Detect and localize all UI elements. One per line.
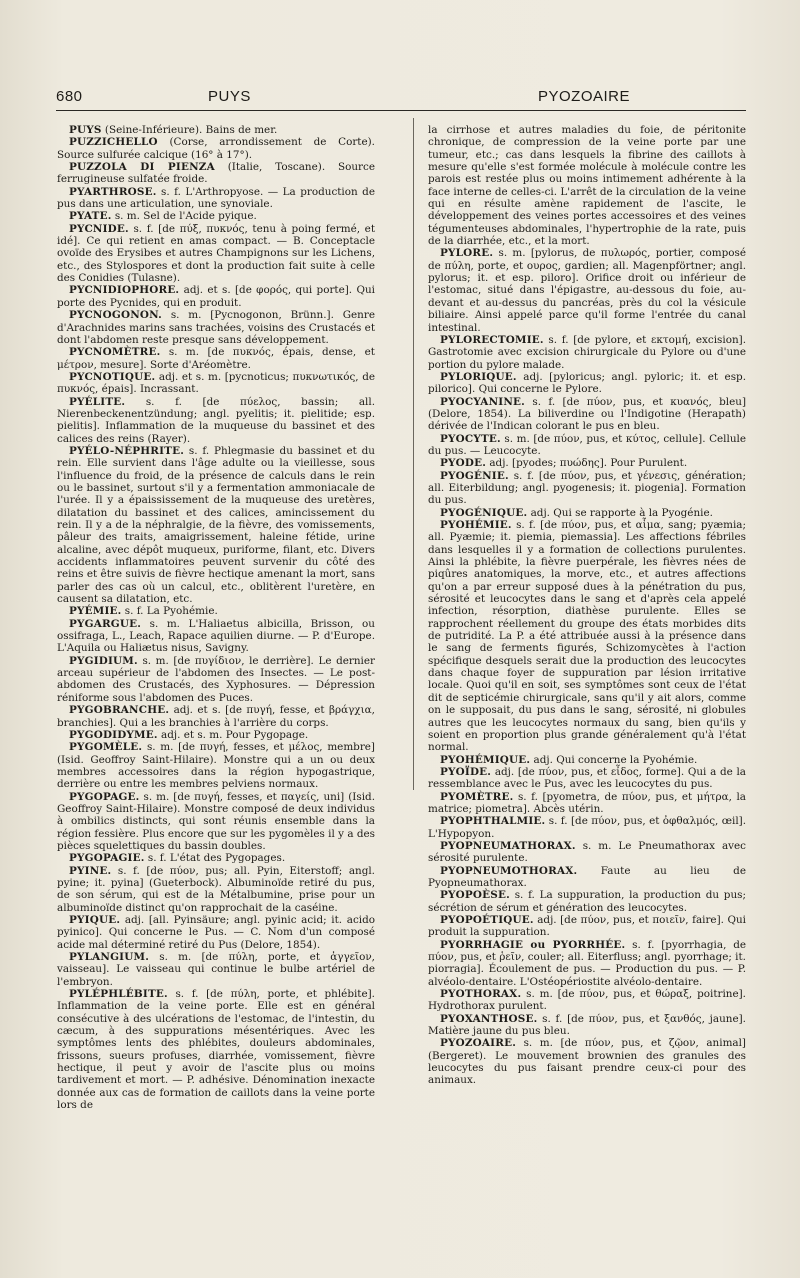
dictionary-entry [428,889,746,914]
dictionary-entry [428,766,746,791]
entry-definition: adj. et s. m. Pour Pygopage. [161,728,309,741]
dictionary-entry [57,605,375,617]
entry-definition: s. m. [Pycnogonon, Brünn.]. Genre d'Arachnides marins sans trachées, voisins des Crustacés et dont l'abdomen reste presque sans développement. [57,309,375,346]
dictionary-entry [57,346,375,371]
entry-headword: PYOCYANINE. [440,395,525,408]
entry-headword: PYÉMIE. [69,605,122,618]
entry-headword: PYGODIDYME. [69,728,158,741]
entry-headword: PYGIDIUM. [69,654,138,667]
dictionary-entry [57,136,375,161]
entry-headword: PYODE. [440,457,487,470]
dictionary-entry [428,371,746,396]
page-header [0,88,800,118]
entry-definition: s. f. [de πύον, pus, et ὀφθαλμός, œil]. L'Hypopyon. [428,815,746,840]
column-divider [413,118,414,790]
dictionary-entry [57,396,375,445]
entry-definition: s. m. [de πύον, pus, et ζῷον, animal] (Bergeret). Le mouvement brownien des granules des leucocytes du pus faisant prendre ceux-ci pour des animaux. [428,1037,746,1087]
entry-definition: s. f. [de πύλη, porte, et phlébite]. Inflammation de la veine porte. Elle est en général consécutive à des ulcérations de l'estomac, de l'intestin, du cæcum, à des suppurations mésentériques. Avec les symptômes lents des phlébites, douleurs abdominales, frissons, sueurs profuses, diarrhée, vomissement, fièvre hectique, il peut y avoir de l'ascite plus ou moins tardivement et mort. — P. adhésive. Dénomination inexacte donnée aux cas de formation de caillots dans la veine porte lors de [57,988,375,1112]
entry-definition: s. f. L'Arthropyose. — La production de pus dans une articulation, une synoviale. [57,185,375,211]
entry-headword: PYOHÉMIE. [440,519,512,531]
entry-definition: s. f. [de πύον, pus, et ξανθός, jaune]. Matière jaune du pus bleu. [428,1012,746,1038]
entry-definition: s. f. [pyometra, de πύον, pus, et μήτρα, la matrice; piometra]. Abcès utérin. [428,790,746,815]
dictionary-entry [57,618,375,655]
entry-definition: (Italie, Toscane). Source ferrugineuse sulfatée froide. [57,161,375,186]
dictionary-entry [57,852,375,864]
entry-headword: PYLORE. [440,247,494,260]
entry-definition: s. m. [de πυγή, fesses, et παγείς, uni] (Isid. Geoffroy Saint-Hilaire). Monstre composé de deux individus à ombilics distincts, qui sont réunis ensemble dans la région fessière. Plus encore que sur les pygomèles il y a des pièces squelettiques du bassin doubles. [57,790,375,852]
entry-headword: PYLORECTOMIE. [440,333,544,346]
entry-definition: s. f. La Pyohémie. [124,605,218,618]
entry-definition: s. f. [de πύξ, πυκνός, tenu à poing fermé, et idé]. Ce qui retient en amas compact. — B. Conceptacle ovoïde des Erysibes et autres Champignons sur les Lichens, etc., des Stylospores et dont la production fait suite à celle des Conidies (Tulasne). [57,222,375,285]
dictionary-entry [57,704,375,729]
dictionary-entry [428,470,746,507]
entry-headword: PYATE. [69,210,112,223]
left-column [57,124,375,1112]
entry-headword: PYOÏDE. [440,765,492,778]
dictionary-entry [57,161,375,186]
dictionary-entry [57,865,375,914]
entry-headword: PYOPOÉTIQUE. [440,914,534,926]
entry-headword: PYLORIQUE. [440,370,517,383]
entry-headword: PYOPNEUMATHORAX. [440,839,576,852]
entry-headword: PYOXANTHOSE. [440,1012,538,1025]
entry-headword: PYOPOÈSE. [440,889,510,902]
entry-definition: adj. et s. [de πυγή, fesse, et βράγχια, branchies]. Qui a les branchies à l'arrière du corps. [57,704,375,729]
entry-headword: PYLÉPHLÉBITE. [69,988,168,1001]
dictionary-entry [57,124,375,136]
right-column [428,124,746,1087]
entry-definition: s. m. [de πύον, pus, et θώραξ, poitrine]. Hydrothorax purulent. [428,988,746,1013]
entry-headword: PYÉLITE. [69,395,126,408]
entry-definition: s. f. [pyorrhagia, de πύον, pus, et ῥεῖν, couler; all. Eiterfluss; angl. pyorrhage; it. piorragia]. Écoulement de pus. — Production du pus. — P. alvéolo-dentaire. L'Ostéopériostite alvéolo-dentaire. [428,938,747,988]
header-rule [56,110,746,111]
entry-headword: PYÉLO-NÉPHRITE. [69,444,185,457]
entry-definition: s. m. L'Haliaetus albicilla, Brisson, ou ossifraga, L., Leach, Rapace aquilien diurne. — P. d'Europe. L'Aquila ou Haliætus nisus, Savigny. [57,617,375,655]
dictionary-entry [428,791,746,816]
entry-headword: PYGOBRANCHE. [69,704,170,717]
entry-headword: PYOTHORAX. [440,988,522,1001]
entry-headword: PYCNOMÈTRE. [69,346,161,359]
dictionary-entry [428,507,746,519]
entry-definition: adj. [de πύον, pus, et εἶδος, forme]. Qui a de la ressemblance avec le Pus, avec les leucocytes du pus. [428,765,746,791]
entry-definition: s. m. Sel de l'Acide pyique. [114,210,257,223]
entry-headword: PYCNOGONON. [69,309,162,322]
dictionary-entry [57,445,375,605]
dictionary-entry [57,988,375,1111]
dictionary-entry [57,655,375,704]
entry-headword: PYOGÉNIQUE. [440,506,528,519]
entry-headword: PYCNOTIQUE. [69,370,156,383]
entry-headword: PUZZICHELLO [69,136,158,149]
entry-headword: PYORRHAGIE ou PYORRHÉE. [440,938,626,951]
entry-definition: s. f. [de πύον, pus, et αἷμα, sang; pyæmia; all. Pyæmie; it. piemia, piemassia]. Les affections fébriles dans lesquelles il y a formation de collections purulentes. Ainsi la phlébite, la fièvre puerpérale, les fièvres nées de piqûres anatomiques, la morve, etc., et autres affections qu'on a par erreur supposé dues à la pénétration du pus, sérosité et leucocytes dans le sang et d'après cela appelé infection, résorption, diathèse purulente. Elles se rapprochent réellement du groupe des états morbides dits de putridité. La P. a été attribuée aussi à la présence dans le sang de ferments figurés, Schizomycètes à l'action spécifique desquels serait due la production des leucocytes dans chaque foyer de suppuration par lésion irritative locale. Quoi qu'il en soit, ses symptômes sont ceux de l'état dit de septicémie chirurgicale, sans qu'il y ait alors, comme on le supposait, du pus dans le sang, sérosité, ni globules autres que les leucocytes normaux du sang, bien qu'ils y soient en proportion plus grande généralement qu'à l'état normal. [428,519,746,754]
running-head-left: PUYS [208,88,251,105]
entry-headword: PYGOPAGIE. [69,852,145,865]
dictionary-entry [428,1037,746,1086]
entry-definition: s. m. [de πύον, pus, et κύτος, cellule]. Cellule du pus. — Leucocyte. [428,432,746,457]
dictionary-entry [428,396,746,433]
entry-definition: s. m. [de πυγή, fesses, et μέλος, membre] (Isid. Geoffroy Saint-Hilaire). Monstre qui a un ou deux membres accessoires dans la région hypogastrique, derrière ou entre les membres pelviens normaux. [57,741,375,791]
entry-definition: adj. [de πύον, pus, et ποιεῖν, faire]. Qui produit la suppuration. [428,914,746,939]
entry-headword: PYCNIDE. [69,222,129,235]
entry-definition: s. m. [de πύλη, porte, et ἀγγεῖον, vaisseau]. Le vaisseau qui continue le bulbe artériel de l'embryon. [57,951,375,988]
dictionary-entry [428,914,746,939]
entry-headword: PYOCYTE. [440,432,501,445]
dictionary-entry [428,939,746,988]
entry-definition: adj. [pyloricus; angl. pyloric; it. et esp. pilorico]. Qui concerne le Pylore. [428,370,746,396]
dictionary-entry [57,371,375,396]
dictionary-entry [57,186,375,211]
dictionary-entry [428,865,746,890]
entry-headword: PYINE. [69,864,112,877]
dictionary-entry [428,1013,746,1038]
dictionary-entry [57,729,375,741]
dictionary-entry [57,223,375,285]
entry-definition: s. f. L'état des Pygopages. [147,852,286,865]
dictionary-entry [428,124,746,247]
entry-headword: PYIQUE. [69,914,121,926]
entry-definition: adj. [pyodes; πυώδης]. Pour Purulent. [489,457,688,470]
entry-headword: PYOMÈTRE. [440,790,514,803]
dictionary-entry [428,433,746,458]
entry-headword: PUYS [69,124,102,136]
entry-definition: s. f. [de πύελος, bassin; all. Nierenbeckenentzündung; angl. pyelitis; it. pielitide; esp. pielitis]. Inflammation de la muqueuse du bassinet et des calices des reins (Rayer). [57,395,375,445]
entry-headword: PYOGÉNIE. [440,469,509,482]
entry-definition: adj. Qui concerne la Pyohémie. [533,753,698,766]
entry-headword: PYGOMÈLE. [69,741,143,754]
dictionary-entry [428,840,746,865]
entry-definition: s. f. [de πύον, pus, et κυανός, bleu] (Delore, 1854). La biliverdine ou l'Indigotine (Herapath) dérivée de l'Indican colorant le pus en bleu. [428,395,746,433]
dictionary-entry [57,284,375,309]
entry-headword: PUZZOLA DI PIENZA [69,161,215,174]
entry-definition: (Corse, arrondissement de Corte). Source sulfurée calcique (16° à 17°). [57,136,375,161]
dictionary-entry [57,210,375,222]
entry-definition: s. m. [de πυγίδιον, le derrière]. Le dernier arceau supérieur de l'abdomen des Insectes. — Le post-abdomen des Crustacés, des Xyphosures. — Dépression réniforme sous l'abdomen des Puces. [57,654,375,704]
entry-definition: adj. Qui se rapporte à la Pyogénie. [530,506,713,519]
dictionary-entry [428,815,746,840]
dictionary-entry [428,519,746,754]
entry-definition: Faute au lieu de Pyopneumathorax. [428,864,746,889]
dictionary-entry [428,247,746,333]
entry-definition: la cirrhose et autres maladies du foie, de péritonite chronique, de compression de la veine porte par une tumeur, etc.; cas dans lesquels la fibrine des caillots à mesure qu'elle s'est formée molécule à molécule contre les parois est restée plus ou moins intimement adhérente à la face interne de celles-ci. L'arrêt de la circulation de la veine qui en résulte amène rapidement de l'ascite, le développement des veines portes accessoires et des veines tégumenteuses abdominales, l'hypertrophie de la rate, puis de la diarrhée, etc., et la mort. [428,124,746,248]
entry-definition: s. m. [de πυκνός, épais, dense, et μέτρον, mesure]. Sorte d'Aréomètre. [57,346,375,371]
running-head-right: PYOZOAIRE [538,88,631,105]
entry-headword: PYOPHTHALMIE. [440,815,546,828]
dictionary-entry [57,951,375,988]
entry-headword: PYLANGIUM. [69,951,150,964]
entry-headword: PYARTHROSE. [69,185,157,198]
dictionary-entry [57,791,375,853]
entry-definition: (Seine-Inférieure). Bains de mer. [104,124,278,136]
entry-definition: adj. [all. Pyinsäure; angl. pyinic acid; it. acido pyinico]. Qui concerne le Pus. — C. Nom d'un composé acide mal déterminé retiré du Pus (Delore, 1854). [57,914,375,951]
entry-headword: PYGOPAGE. [69,790,140,803]
entry-definition: s. f. [de pylore, et εκτομή, excision]. Gastrotomie avec excision chirurgicale du Pylore ou d'une portion du pylore malade. [428,333,746,371]
entry-definition: s. f. [de πύον, pus, et γένεσις, génération; all. Eiterbildung; angl. pyogenesis; it. piogenia]. Formation du pus. [428,469,746,507]
entry-headword: PYOZOAIRE. [440,1037,517,1050]
entry-headword: PYCNIDIOPHORE. [69,284,180,297]
entry-definition: s. m. [pylorus, de πυλωρός, portier, composé de πύλη, porte, et ουρος, gardien; all. Magenpförtner; angl. pylorus; it. et esp. piloro]. Orifice droit ou inférieur de l'estomac, situé dans l'épigastre, au-dessous du foie, au-devant et au-dessus du pancréas, près du col la vésicule biliaire. Ainsi appelé parce qu'il forme l'entrée du canal intestinal. [428,247,746,334]
entry-definition: s. f. [de πύον, pus; all. Pyin, Eiterstoff; angl. pyine; it. pyina] (Gueterbock). Albuminoïde retiré du pus, de son sérum, qui est de la Métalbumine, prise pour un albuminoïde distinct qu'on rapprochait de la caséine. [57,864,375,914]
page-number: 680 [56,88,83,105]
entry-headword: PYGARGUE. [69,617,142,630]
dictionary-entry [428,988,746,1013]
entry-definition: adj. et s. [de φορός, qui porte]. Qui porte des Pycnides, qui en produit. [57,284,375,309]
dictionary-entry [428,754,746,766]
dictionary-entry [57,914,375,951]
entry-definition: s. f. Phlegmasie du bassinet et du rein. Elle survient dans l'âge adulte ou la vieillesse, sous l'influence du froid, de la présence de calculs dans le rein ou le bassinet, surtout s'il y a fermentation ammoniacale de l'urée. Il y a épaississement de la muqueuse des uretères, dilatation du bassinet et des calices, amincissement du rein. Il y a de la néphralgie, de la fièvre, des vomissements, pâleur des traits, amaigrissement, haleine fétide, urine alcaline, avec dépôt muqueux, puriforme, filant, etc. Divers accidents inflammatoires peuvent survenir du côté des reins et être suivis de fièvre hectique amenant la mort, sans parler des cas où un calcul, etc., oblitèrent l'uretère, en causent sa dilatation, etc. [57,444,375,606]
entry-definition: s. m. Le Pneumathorax avec sérosité purulente. [428,839,746,865]
dictionary-entry [428,457,746,469]
entry-definition: adj. et s. m. [pycnoticus; πυκνωτικός, de πυκνός, épais]. Incrassant. [57,370,375,396]
entry-headword: PYOHÉMIQUE. [440,753,531,766]
dictionary-entry [57,309,375,346]
entry-definition: s. f. La suppuration, la production du pus; sécrétion de sérum et génération des leucocytes. [428,889,746,914]
dictionary-entry [57,741,375,790]
dictionary-entry [428,334,746,371]
entry-headword: PYOPNEUMOTHORAX. [440,864,578,877]
